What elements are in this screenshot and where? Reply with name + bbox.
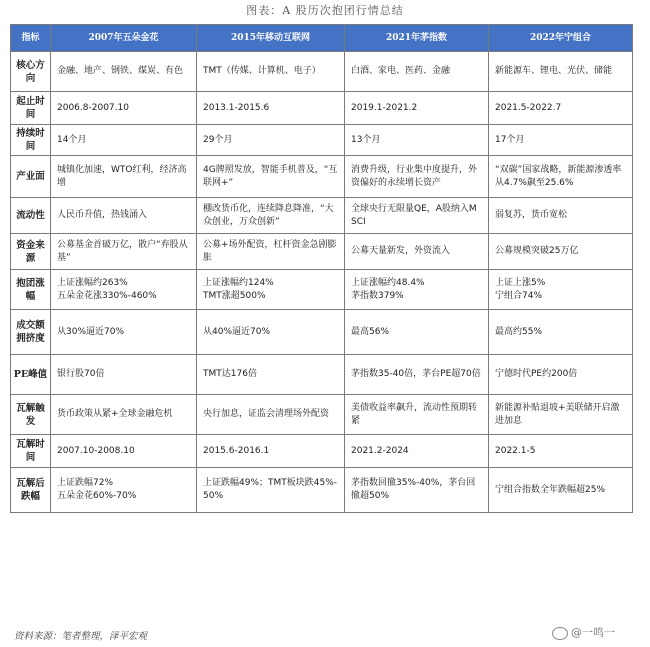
table-cell: 人民币升值，热钱涌入 (51, 198, 197, 234)
table-cell: 13个月 (345, 125, 489, 156)
watermark (552, 624, 615, 640)
table-cell: 2021.2-2024 (345, 435, 489, 468)
table-cell: 上证上涨5% 宁组合74% (489, 270, 633, 310)
weibo-logo-icon (552, 627, 568, 640)
row-label: 瓦解后跌幅 (11, 468, 51, 513)
row-label: 核心方向 (11, 52, 51, 92)
table-row (11, 270, 633, 310)
row-label: 成交额拥挤度 (11, 310, 51, 355)
table-cell: TMT（传媒、计算机、电子） (197, 52, 345, 92)
table-cell: 4G牌照发放，智能手机普及，“互联网+” (197, 156, 345, 198)
row-label: 瓦解触发 (11, 395, 51, 435)
table-cell: “双碳”国家战略，新能源渗透率从4.7%飙至25.6% (489, 156, 633, 198)
table-cell: 美债收益率飙升，流动性预期转紧 (345, 395, 489, 435)
table-cell: 从40%逼近70% (197, 310, 345, 355)
row-label: 起止时间 (11, 92, 51, 125)
table-cell: 17个月 (489, 125, 633, 156)
table-cell: 宁组合指数全年跌幅超25% (489, 468, 633, 513)
table-cell: 公募规模突破25万亿 (489, 234, 633, 270)
header-cell: 2015年移动互联网 (197, 25, 345, 52)
header-cell: 指标 (11, 25, 51, 52)
header-cell: 2022年宁组合 (489, 25, 633, 52)
table-row (11, 156, 633, 198)
table-cell: 上证涨幅约48.4% 茅指数379% (345, 270, 489, 310)
row-label: 流动性 (11, 198, 51, 234)
table-cell: 上证跌幅49%；TMT板块跌45%-50% (197, 468, 345, 513)
table-cell: 宁德时代PE约200倍 (489, 355, 633, 395)
table-cell: 新能源补贴退坡+美联储开启激进加息 (489, 395, 633, 435)
table-cell: 消费升级，行业集中度提升，外资偏好的永续增长资产 (345, 156, 489, 198)
source-note: 资料来源：笔者整理，泽平宏观 (14, 631, 148, 642)
table-row (11, 310, 633, 355)
row-label: 瓦解时间 (11, 435, 51, 468)
table-cell: 上证涨幅约124% TMT涨超500% (197, 270, 345, 310)
table-row (11, 234, 633, 270)
table-cell: 银行股70倍 (51, 355, 197, 395)
table-row (11, 468, 633, 513)
table-cell: 2015.6-2016.1 (197, 435, 345, 468)
row-label: 持续时间 (11, 125, 51, 156)
table-cell: 2006.8-2007.10 (51, 92, 197, 125)
table-row (11, 435, 633, 468)
summary-table (10, 24, 633, 513)
table-row (11, 52, 633, 92)
table-cell: 茅指数回撤35%-40%，茅台回撤超50% (345, 468, 489, 513)
table-cell: 弱复苏，货币宽松 (489, 198, 633, 234)
table-cell: 货币政策从紧+全球金融危机 (51, 395, 197, 435)
table-cell: 公募+场外配资，杠杆资金急剧膨胀 (197, 234, 345, 270)
table-cell: 2019.1-2021.2 (345, 92, 489, 125)
watermark-text: @一鸣一 (571, 626, 615, 639)
table-cell: 最高56% (345, 310, 489, 355)
table-cell: 2022.1-5 (489, 435, 633, 468)
header-cell: 2007年五朵金花 (51, 25, 197, 52)
table-cell: 城镇化加速，WTO红利，经济高增 (51, 156, 197, 198)
table-cell: 公募基金首破万亿，散户“弃股从基” (51, 234, 197, 270)
chart-title: 图表：A 股历次抱团行情总结 (246, 4, 404, 17)
table-cell: 从30%逼近70% (51, 310, 197, 355)
table-cell: 新能源车、锂电、光伏、储能 (489, 52, 633, 92)
table-cell: 2007.10-2008.10 (51, 435, 197, 468)
table-cell: 上证涨幅约263% 五朵金花涨330%-460% (51, 270, 197, 310)
table-cell: 棚改货币化，连续降息降准，“大众创业，万众创新” (197, 198, 345, 234)
row-label: 抱团涨幅 (11, 270, 51, 310)
table-cell: 全球央行无限量QE，A股纳入MSCI (345, 198, 489, 234)
table-cell: 茅指数35-40倍，茅台PE超70倍 (345, 355, 489, 395)
header-row (11, 25, 633, 52)
table-cell: 金融、地产、钢铁、煤炭、有色 (51, 52, 197, 92)
table-cell: 公募天量新发，外资流入 (345, 234, 489, 270)
table-cell: 上证跌幅72% 五朵金花60%-70% (51, 468, 197, 513)
table-row (11, 125, 633, 156)
table-cell: TMT达176倍 (197, 355, 345, 395)
table-row (11, 355, 633, 395)
table-cell: 白酒、家电、医药、金融 (345, 52, 489, 92)
table-row (11, 198, 633, 234)
table-cell: 29个月 (197, 125, 345, 156)
table-cell: 央行加息，证监会清理场外配资 (197, 395, 345, 435)
table-cell: 最高约55% (489, 310, 633, 355)
row-label: 产业面 (11, 156, 51, 198)
table-cell: 2021.5-2022.7 (489, 92, 633, 125)
header-cell: 2021年茅指数 (345, 25, 489, 52)
row-label: 资金来源 (11, 234, 51, 270)
table-cell: 2013.1-2015.6 (197, 92, 345, 125)
table-row (11, 92, 633, 125)
row-label: PE峰值 (11, 355, 51, 395)
table-cell: 14个月 (51, 125, 197, 156)
table-row (11, 395, 633, 435)
